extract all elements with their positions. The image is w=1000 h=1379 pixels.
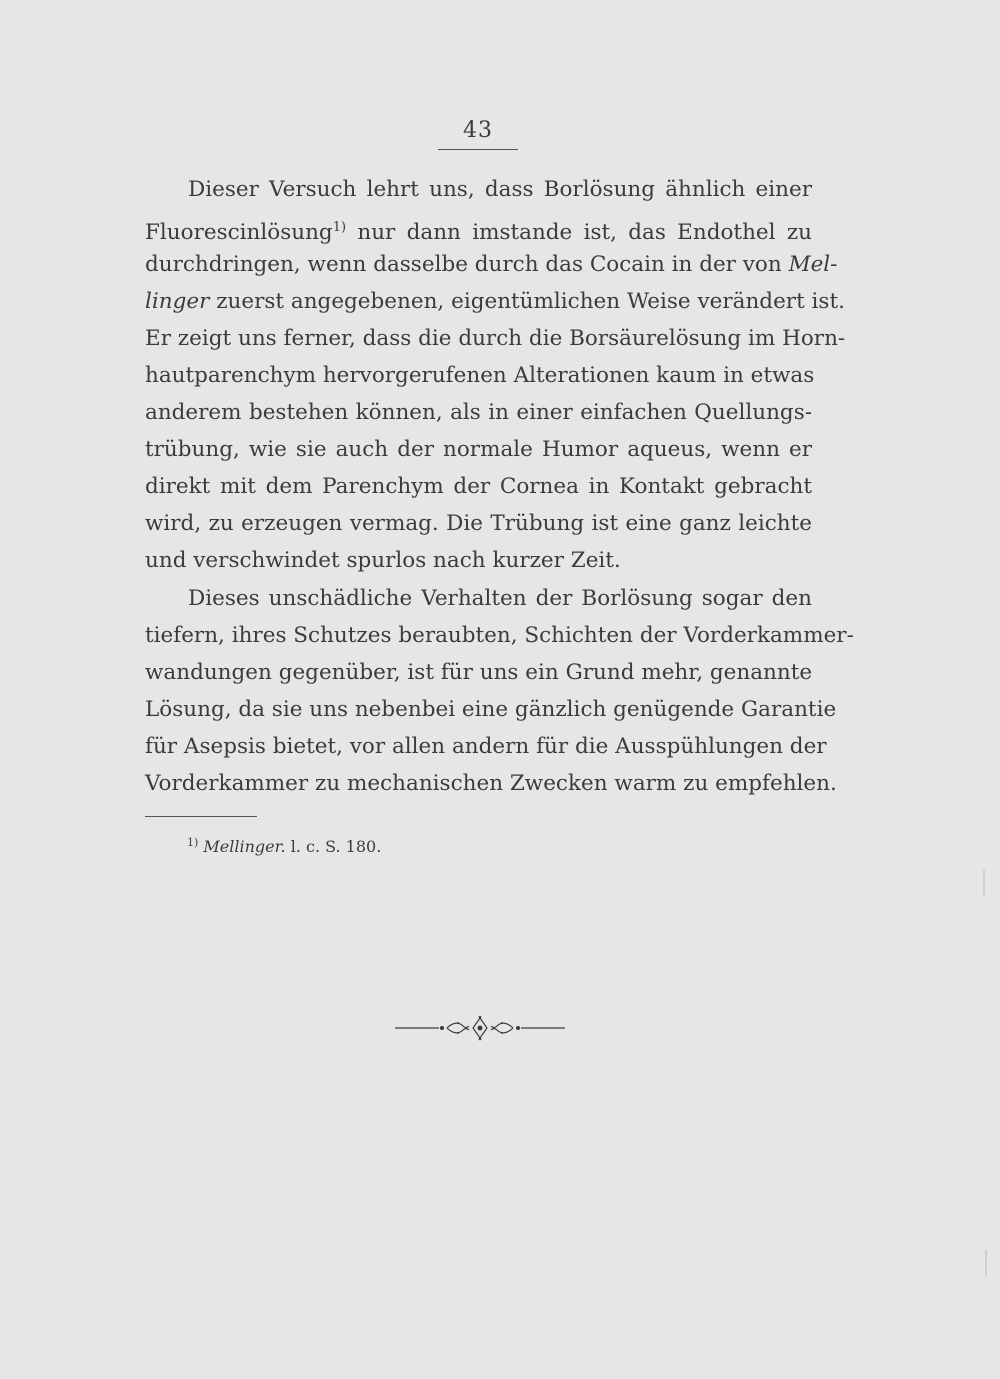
text-line: und verschwindet spurlos nach kurzer Zeit. — [145, 548, 621, 573]
author-name-italic: Mel- — [788, 252, 838, 277]
footnote-citation: l. c. S. 180. — [290, 837, 382, 856]
text-line: linger zuerst angegebenen, eigentümlichen Weise verändert ist. — [145, 289, 845, 314]
text-line: Er zeigt uns ferner, dass die durch die Borsäurelösung im Horn- — [145, 326, 846, 351]
footnote-author: Mellinger. — [203, 837, 286, 856]
text-line: hautparenchym hervorgerufenen Alterationen kaum in etwas — [145, 363, 815, 388]
scan-artifact — [983, 870, 985, 896]
text-line: Fluorescinlösung$^{1)}$ nur dann imstande ist, das Endothel zu — [145, 220, 812, 245]
text-line: trübung, wie sie auch der normale Humor aqueus, wenn er — [145, 437, 812, 462]
footnote-reference: 1) — [332, 220, 347, 235]
text-line: tiefern, ihres Schutzes beraubten, Schichten der Vorderkammer- — [145, 623, 854, 648]
text-line: Dieser Versuch lehrt uns, dass Borlösung ähnlich einer — [188, 177, 812, 202]
text-line: wird, zu erzeugen vermag. Die Trübung ist eine ganz leichte — [145, 511, 812, 536]
text-line: Dieses unschädliche Verhalten der Borlösung sogar den — [188, 586, 812, 611]
page-number: 43 — [463, 118, 493, 143]
text-line: direkt mit dem Parenchym der Cornea in Kontakt gebracht — [145, 474, 812, 499]
text-line: durchdringen, wenn dasselbe durch das Cocain in der von Mel- — [145, 252, 838, 277]
author-name-italic: linger — [145, 289, 210, 314]
footnote-rule — [145, 816, 257, 817]
text-line: anderem bestehen können, als in einer einfachen Quellungs- — [145, 400, 812, 425]
footnote-mark: 1) — [187, 836, 199, 849]
text-line: wandungen gegenüber, ist für uns ein Grund mehr, genannte — [145, 660, 813, 685]
fleuron-ornament-icon — [395, 1014, 565, 1044]
footnote — [187, 832, 381, 858]
page-number-rule — [438, 149, 518, 150]
text-line: für Asepsis bietet, vor allen andern für die Ausspühlungen der — [145, 734, 827, 759]
scan-artifact — [985, 1250, 987, 1276]
text-line: Vorderkammer zu mechanischen Zwecken warm zu empfehlen. — [145, 771, 837, 796]
text-line: Lösung, da sie uns nebenbei eine gänzlich genügende Garantie — [145, 697, 837, 722]
